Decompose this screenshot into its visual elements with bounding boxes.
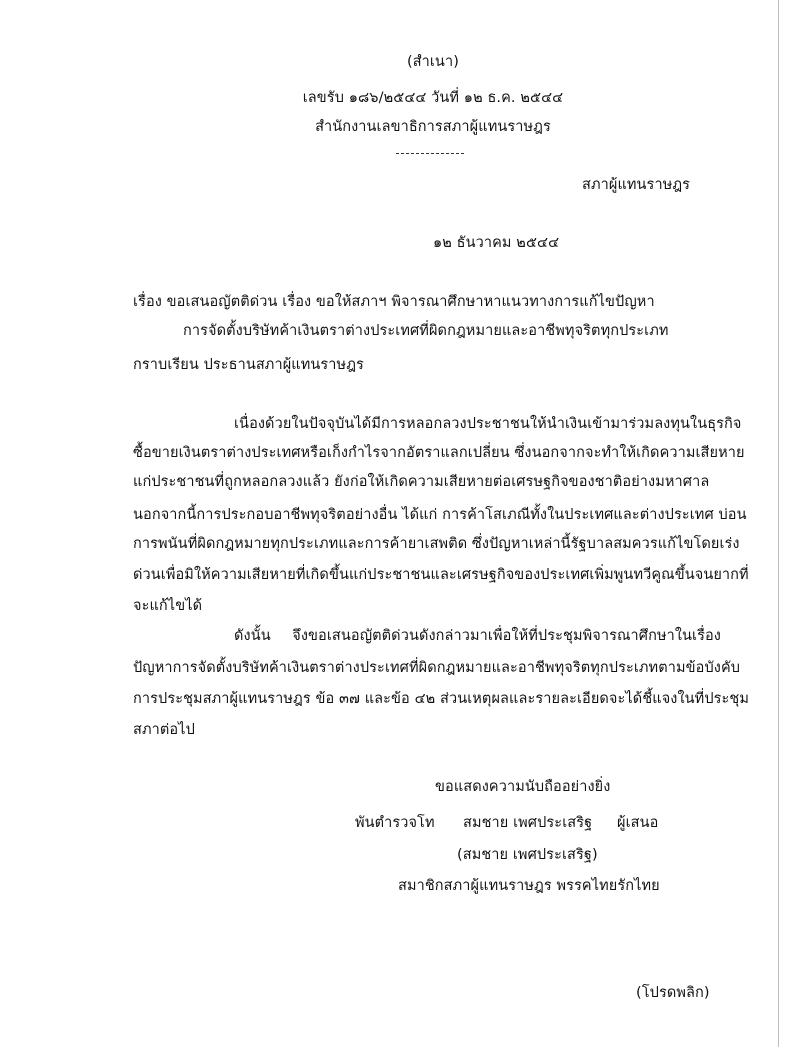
office-name: สำนักงานเลขาธิการสภาผู้แทนราษฎร — [315, 119, 551, 135]
closing-regards: ขอแสดงความนับถืออย่างยิ่ง — [435, 779, 611, 795]
paragraph-1-line: เนื่องด้วยในปัจจุบันได้มีการหลอกลวงประชาชนให้นำเงินเข้ามาร่วมลงทุนในธุรกิจ — [234, 416, 742, 432]
proposer-label: ผู้เสนอ — [617, 815, 659, 831]
paragraph-1-line: ด่วนเพื่อมิให้ความเสียหายที่เกิดขึ้นแก่ประชาชนและเศรษฐกิจของประเทศเพิ่มพูนทวีคูณขึ้นจนยากที่ — [133, 567, 749, 583]
subject-line-1: เรื่อง ขอเสนอญัตติด่วน เรื่อง ขอให้สภาฯ พิจารณาศึกษาหาแนวทางการแก้ไขปัญหา — [133, 294, 655, 310]
paragraph-2-line: สภาต่อไป — [133, 722, 195, 738]
copy-mark: (สำเนา) — [407, 54, 459, 70]
paragraph-2-line: ดังนั้น จึงขอเสนอญัตติด่วนดังกล่าวมาเพื่อให้ที่ประชุมพิจารณาศึกษาในเรื่อง — [234, 628, 721, 644]
letterhead-org: สภาผู้แทนราษฎร — [582, 177, 691, 193]
letter-date: ๑๒ ธันวาคม ๒๕๔๔ — [433, 235, 560, 251]
paragraph-2-line: ปัญหาการจัดตั้งบริษัทค้าเงินตราต่างประเทศที่ผิดกฎหมายและอาชีพทุจริตทุกประเภทตามข้อบังคับ — [133, 660, 741, 676]
subject-line-2: การจัดตั้งบริษัทค้าเงินตราต่างประเทศที่ผิดกฎหมายและอาชีพทุจริตทุกประเภท — [183, 323, 669, 339]
signer-position: สมาชิกสภาผู้แทนราษฎร พรรคไทยรักไทย — [398, 878, 660, 894]
paragraph-1-line: การพนันที่ผิดกฎหมายทุกประเภทและการค้ายาเสพติด ซึ่งปัญหาเหล่านี้รัฐบาลสมควรแก้ไขโดยเร่ง — [133, 536, 740, 552]
salutation: กราบเรียน ประธานสภาผู้แทนราษฎร — [133, 357, 364, 373]
signer-signature: สมชาย เพศประเสริฐ — [463, 815, 593, 831]
paragraph-1-line: นอกจากนี้การประกอบอาชีพทุจริตอย่างอื่น ได้แก่ การค้าโสเภณีทั้งในประเทศและต่างประเทศ บ่อน — [133, 507, 747, 523]
page-edge — [778, 0, 779, 1047]
signer-printed-name: (สมชาย เพศประเสริฐ) — [457, 847, 598, 863]
turn-over-note: (โปรดพลิก) — [636, 985, 710, 1001]
receipt-number: เลขรับ ๑๘๖/๒๕๔๔ วันที่ ๑๒ ธ.ค. ๒๕๔๔ — [302, 90, 564, 106]
divider-line — [396, 153, 464, 154]
paragraph-2-line: การประชุมสภาผู้แทนราษฎร ข้อ ๓๗ และข้อ ๔๒ ส่วนเหตุผลและรายละเอียดจะได้ชี้แจงในที่ประชุม — [133, 691, 750, 707]
signer-rank: พันตำรวจโท — [355, 815, 435, 831]
paragraph-1-line: แก่ประชาชนที่ถูกหลอกลวงแล้ว ยังก่อให้เกิดความเสียหายต่อเศรษฐกิจของชาติอย่างมหาศาล — [133, 474, 710, 490]
paragraph-1-line: ซื้อขายเงินตราต่างประเทศหรือเก็งกำไรจากอัตราแลกเปลี่ยน ซึ่งนอกจากจะทำให้เกิดความเสียหาย — [133, 445, 745, 461]
paragraph-1-line: จะแก้ไขได้ — [133, 598, 203, 614]
